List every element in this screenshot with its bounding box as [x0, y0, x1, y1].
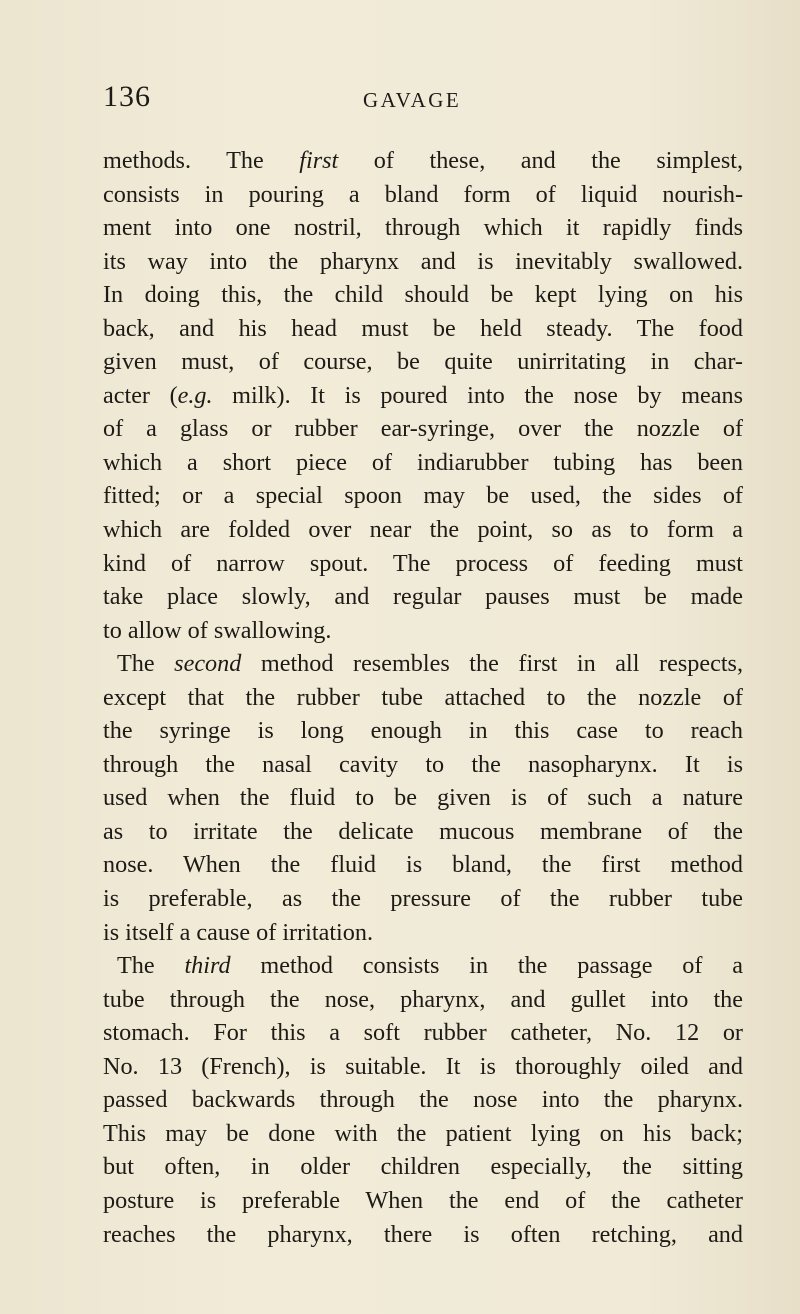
text-line: [103, 1083, 743, 1117]
line-text-continued: of these, and the simplest,: [338, 147, 743, 174]
text-line: [103, 748, 743, 782]
text-line: [103, 580, 743, 614]
line-text: consists in pouring a bland form of liquid nourish-: [103, 180, 743, 208]
line-text: except that the rubber tube attached to the nozzle of: [103, 683, 743, 711]
text-line: [103, 647, 743, 681]
line-text: used when the fluid to be given is of such a nature: [103, 784, 743, 812]
text-line: [103, 278, 743, 312]
text-line: [103, 513, 743, 547]
text-line: [103, 446, 743, 480]
text-line: [103, 211, 743, 245]
italic-term: e.g.: [177, 381, 213, 409]
text-line: [103, 681, 743, 715]
line-text: The: [117, 952, 185, 980]
text-line: [103, 144, 743, 178]
text-line: [103, 479, 743, 513]
line-text: nose. When the fluid is bland, the first method: [103, 851, 743, 879]
line-text: its way into the pharynx and is inevitably swallowed.: [103, 247, 743, 275]
line-text: the syringe is long enough in this case to reach: [103, 717, 743, 745]
text-line: [103, 1150, 743, 1184]
text-line: [103, 916, 743, 950]
line-text: The: [117, 650, 175, 678]
line-text: of a glass or rubber ear-syringe, over the nozzle of: [103, 415, 743, 443]
line-text: passed backwards through the nose into the pharynx.: [103, 1086, 743, 1114]
line-text: No. 13 (French), is suitable. It is thoroughly oiled and: [103, 1052, 743, 1080]
text-line: [103, 815, 743, 849]
text-line: [103, 412, 743, 446]
running-head: [103, 80, 743, 120]
line-text-continued: method resembles the first in all respects,: [241, 650, 743, 678]
page-number: 136: [103, 80, 151, 113]
line-text: to allow of swallowing.: [103, 616, 332, 644]
text-line: [103, 949, 743, 983]
text-line: [103, 245, 743, 279]
line-text-continued: milk). It is poured into the nose by means: [212, 381, 743, 409]
line-text: fitted; or a special spoon may be used, the sides of: [103, 482, 743, 510]
body-text: [103, 144, 743, 1251]
line-text: take place slowly, and regular pauses must be made: [103, 583, 743, 611]
line-text: but often, in older children especially, the sitting: [103, 1153, 743, 1181]
text-line: [103, 312, 743, 346]
text-line: [103, 1016, 743, 1050]
italic-term: first: [299, 147, 339, 174]
text-line: [103, 1117, 743, 1151]
line-text: through the nasal cavity to the nasopharynx. It is: [103, 750, 743, 778]
text-line: [103, 781, 743, 815]
text-line: [103, 848, 743, 882]
line-text: back, and his head must be held steady. The food: [103, 314, 743, 342]
line-text: reaches the pharynx, there is often retching, and: [103, 1220, 743, 1248]
text-line: [103, 882, 743, 916]
text-line: [103, 178, 743, 212]
line-text: given must, of course, be quite unirritating in char-: [103, 348, 743, 376]
line-text: This may be done with the patient lying on his back;: [103, 1119, 743, 1147]
text-line: [103, 714, 743, 748]
line-text: ment into one nostril, through which it rapidly finds: [103, 214, 743, 242]
line-text: kind of narrow spout. The process of feeding must: [103, 549, 743, 577]
text-line: [103, 614, 743, 648]
line-text: which are folded over near the point, so as to form a: [103, 516, 743, 544]
line-text: posture is preferable When the end of the catheter: [103, 1186, 743, 1214]
line-text: is itself a cause of irritation.: [103, 918, 374, 946]
italic-term: second: [174, 650, 242, 678]
line-text: In doing this, the child should be kept lying on his: [103, 281, 743, 309]
text-line: [103, 1184, 743, 1218]
line-text: tube through the nose, pharynx, and gullet into the: [103, 985, 743, 1013]
text-line: [103, 1218, 743, 1252]
text-line: [103, 1050, 743, 1084]
line-text: acter (: [103, 381, 178, 409]
line-text: as to irritate the delicate mucous membrane of the: [103, 817, 743, 845]
line-text: stomach. For this a soft rubber catheter, No. 12 or: [103, 1019, 743, 1047]
italic-term: third: [184, 952, 231, 980]
line-text: methods. The: [103, 147, 300, 174]
text-line: [103, 379, 743, 413]
line-text: is preferable, as the pressure of the rubber tube: [103, 885, 743, 913]
text-line: [103, 983, 743, 1017]
line-text-continued: method consists in the passage of a: [230, 952, 743, 980]
running-title: GAVAGE: [363, 88, 462, 112]
text-line: [103, 547, 743, 581]
line-text: which a short piece of indiarubber tubing has been: [103, 448, 743, 476]
text-line: [103, 345, 743, 379]
